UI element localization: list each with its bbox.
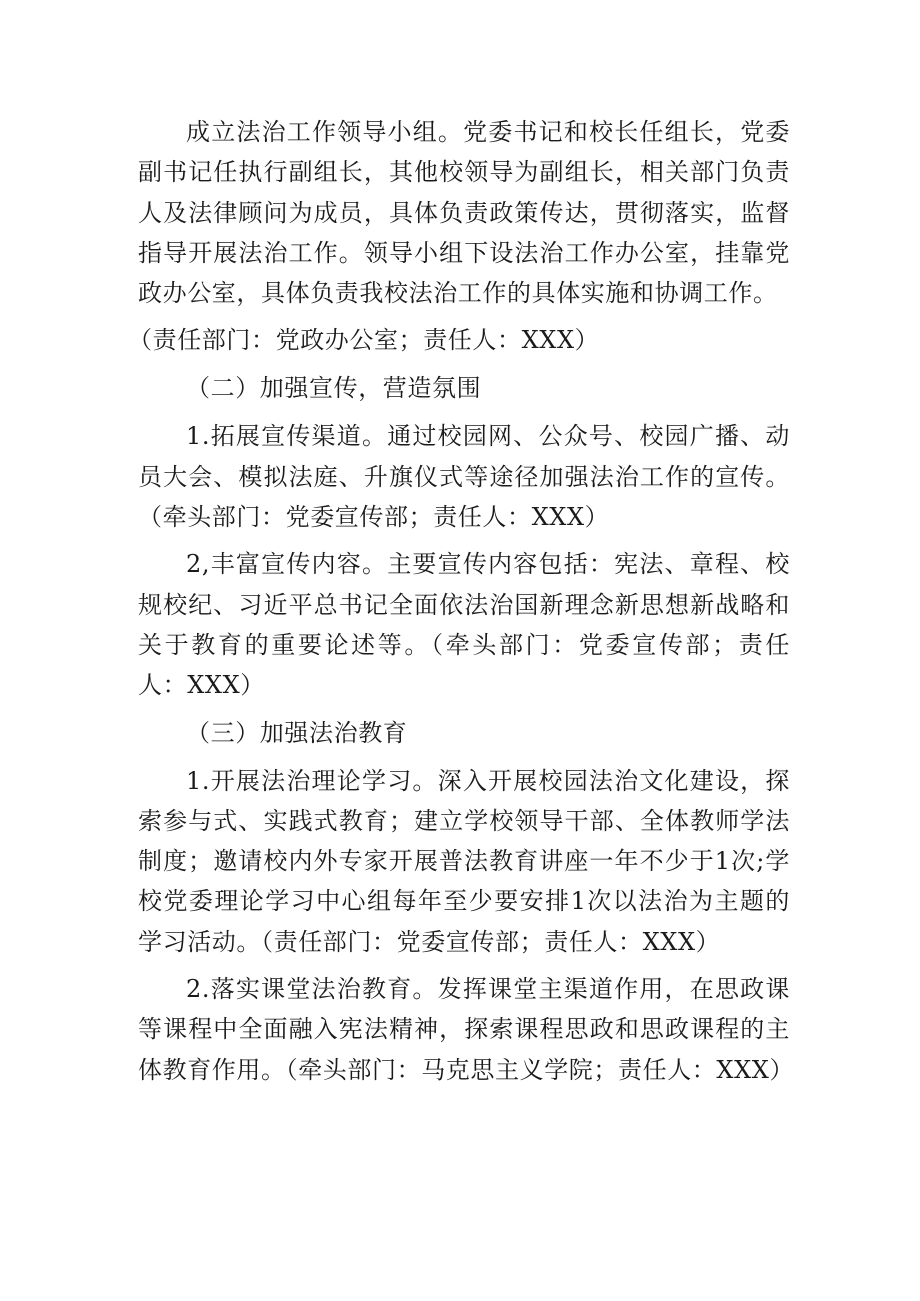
paragraph-leadership-group: 成立法治工作领导小组。党委书记和校长任组长，党委副书记任执行副组长，其他校领导为副组长，相关部门负责人及法律顾问为成员，具体负责政策传达，贯彻落实，监督指导开展法治工作。领导小组下设法治工作办公室，挂靠党政办公室，具体负责我校法治工作的具体实施和协调工作。: [138, 118, 790, 308]
paragraph-publicity-channels: 1.拓展宣传渠道。通过校园网、公众号、校园广播、动员大会、模拟法庭、升旗仪式等途径加强法治工作的宣传。（牵头部门：党委宣传部；责任人：XXX）: [138, 422, 790, 532]
section-heading-publicity: （二）加强宣传，营造氛围: [186, 374, 482, 403]
section-heading-legal-education: （三）加强法治教育: [186, 718, 408, 747]
responsibility-note: （责任部门：党政办公室；责任人：XXX）: [128, 326, 600, 355]
paragraph-classroom-education: 2.落实课堂法治教育。发挥课堂主渠道作用，在思政课等课程中全面融入宪法精神，探索课程思政和思政课程的主体教育作用。（牵头部门：马克思主义学院；责任人：XXX）: [138, 975, 795, 1084]
paragraph-theory-study: 1.开展法治理论学习。深入开展校园法治文化建设，探索参与式、实践式教育；建立学校领导干部、全体教师学法制度；邀请校内外专家开展普法教育讲座一年不少于1次;学校党委理论学习中心组每年至少要安排1次以法治为主题的学习活动。（责任部门：党委宣传部；责任人：XXX）: [138, 766, 790, 956]
paragraph-publicity-content: 2,丰富宣传内容。主要宣传内容包括：宪法、章程、校规校纪、习近平总书记全面依法治国新理念新思想新战略和关于教育的重要论述等。（牵头部门：党委宣传部；责任人：XXX）: [138, 550, 790, 700]
document-body: [128, 112, 795, 1090]
